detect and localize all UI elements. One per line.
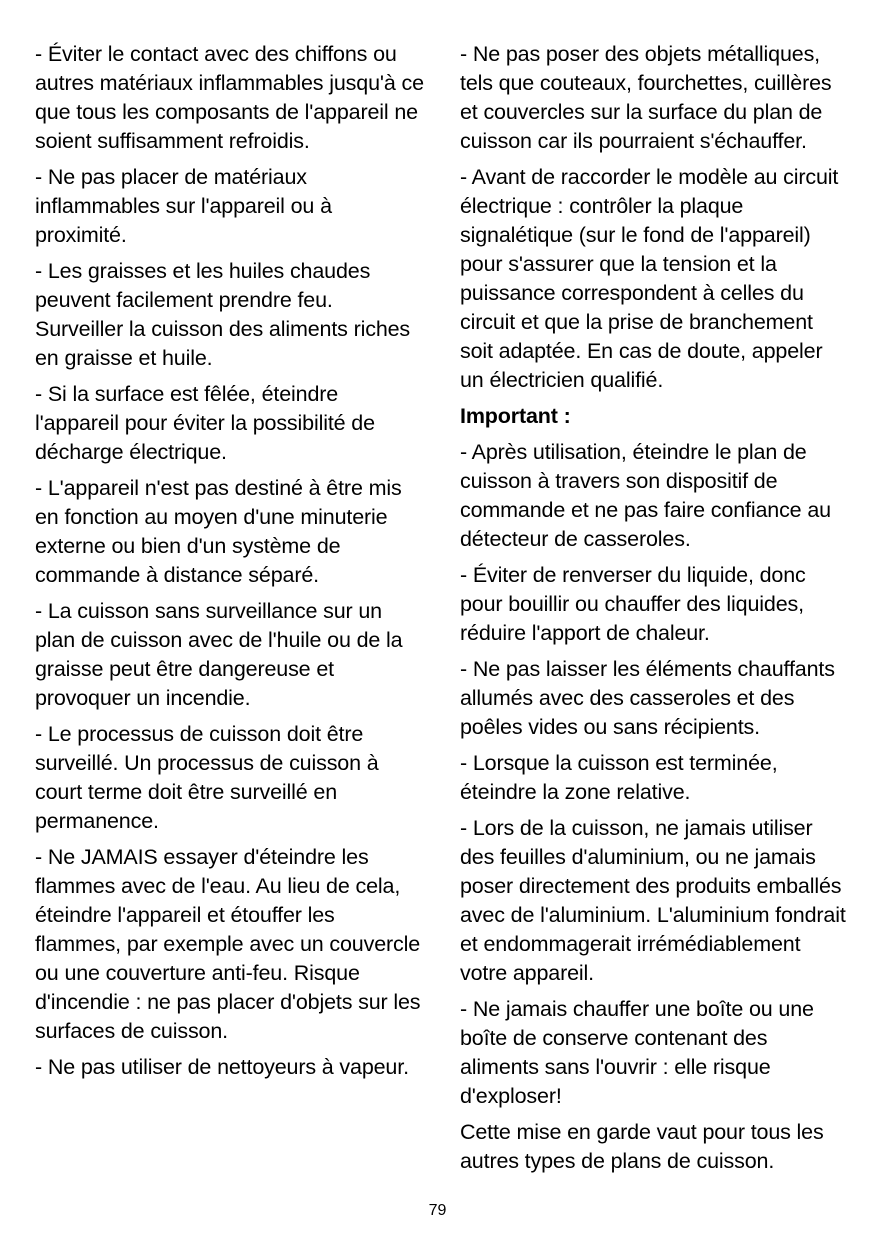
safety-paragraph (35, 1053, 427, 1082)
text-line: - Après utilisation, éteindre le plan de (460, 440, 807, 464)
text-line: permanence. (35, 809, 159, 833)
text-line: signalétique (sur le fond de l'appareil) (460, 223, 811, 247)
text-line: Cette mise en garde vaut pour tous les (460, 1120, 824, 1144)
text-line: éteindre l'appareil et étouffer les (35, 903, 335, 927)
text-line: ou une couverture anti-feu. Risque (35, 961, 360, 985)
text-line: cuisson à travers son dispositif de (460, 469, 778, 493)
text-line: décharge électrique. (35, 440, 227, 464)
text-line: pour bouillir ou chauffer des liquides, (460, 592, 804, 616)
text-line: en fonction au moyen d'une minuterie (35, 505, 388, 529)
warning-note-paragraph (460, 1118, 860, 1176)
text-line: soient suffisamment refroidis. (35, 129, 310, 153)
text-line: court terme doit être surveillé en (35, 780, 338, 804)
text-line: - Si la surface est fêlée, éteindre (35, 382, 339, 406)
safety-paragraph (460, 749, 860, 807)
text-line: tels que couteaux, fourchettes, cuillères (460, 71, 832, 95)
text-line: provoquer un incendie. (35, 686, 251, 710)
text-line: Surveiller la cuisson des aliments riches (35, 317, 411, 341)
text-line: en graisse et huile. (35, 346, 213, 370)
text-line: - Ne pas utiliser de nettoyeurs à vapeur. (35, 1055, 409, 1079)
text-line: d'incendie : ne pas placer d'objets sur les (35, 990, 421, 1014)
text-line: commande à distance séparé. (35, 563, 319, 587)
safety-paragraph (460, 40, 860, 156)
text-line: - Éviter le contact avec des chiffons ou (35, 42, 397, 66)
text-line: allumés avec des casseroles et des (460, 686, 795, 710)
text-line: commande et ne pas faire confiance au (460, 498, 831, 522)
right-column (460, 40, 860, 1183)
text-line: proximité. (35, 223, 127, 247)
text-line: externe ou bien d'un système de (35, 534, 341, 558)
text-line: réduire l'apport de chaleur. (460, 621, 710, 645)
text-line: éteindre la zone relative. (460, 780, 691, 804)
text-line: poser directement des produits emballés (460, 874, 842, 898)
text-line: cuisson car ils pourraient s'échauffer. (460, 129, 807, 153)
safety-paragraph (35, 474, 427, 590)
text-line: flammes, par exemple avec un couvercle (35, 932, 421, 956)
text-line: détecteur de casseroles. (460, 527, 691, 551)
text-line: - Ne pas placer de matériaux (35, 165, 307, 189)
text-line: inflammables sur l'appareil ou à (35, 194, 332, 218)
text-line: des feuilles d'aluminium, ou ne jamais (460, 845, 816, 869)
text-line: pour s'assurer que la tension et la (460, 252, 777, 276)
safety-paragraph (35, 40, 427, 156)
page-number: 79 (428, 1202, 447, 1219)
text-line: soit adaptée. En cas de doute, appeler (460, 339, 823, 363)
text-line: - Ne pas laisser les éléments chauffants (460, 657, 835, 681)
text-line: - Lors de la cuisson, ne jamais utiliser (460, 816, 813, 840)
text-line: l'appareil pour éviter la possibilité de (35, 411, 375, 435)
safety-paragraph (35, 380, 427, 467)
text-line: électrique : contrôler la plaque (460, 194, 744, 218)
text-line: un électricien qualifié. (460, 368, 664, 392)
safety-paragraph (460, 163, 860, 395)
text-line: votre appareil. (460, 961, 594, 985)
text-line: poêles vides ou sans récipients. (460, 715, 760, 739)
text-line: avec de l'aluminium. L'aluminium fondrait (460, 903, 846, 927)
text-line: flammes avec de l'eau. Au lieu de cela, (35, 874, 401, 898)
text-line: autres matériaux inflammables jusqu'à ce (35, 71, 424, 95)
text-line: surveillé. Un processus de cuisson à (35, 751, 379, 775)
text-line: - Éviter de renverser du liquide, donc (460, 563, 806, 587)
left-column (35, 40, 427, 1089)
text-line: que tous les composants de l'appareil ne (35, 100, 418, 124)
text-line: - Ne jamais chauffer une boîte ou une (460, 997, 814, 1021)
text-line: d'exploser! (460, 1084, 562, 1108)
text-line: - Ne pas poser des objets métalliques, (460, 42, 820, 66)
text-line: - Avant de raccorder le modèle au circuit (460, 165, 839, 189)
safety-paragraph (35, 843, 427, 1046)
text-line: autres types de plans de cuisson. (460, 1149, 775, 1173)
text-line: peuvent facilement prendre feu. (35, 288, 333, 312)
text-line: puissance correspondent à celles du (460, 281, 804, 305)
text-line: - Les graisses et les huiles chaudes (35, 259, 371, 283)
text-line: - Le processus de cuisson doit être (35, 722, 364, 746)
text-line: - L'appareil n'est pas destiné à être mis (35, 476, 402, 500)
text-line: circuit et que la prise de branchement (460, 310, 813, 334)
safety-paragraph (460, 655, 860, 742)
text-line: boîte de conserve contenant des (460, 1026, 768, 1050)
safety-paragraph (460, 814, 860, 988)
important-heading: Important : (460, 404, 571, 428)
text-line: et endommagerait irrémédiablement (460, 932, 801, 956)
text-line: - Ne JAMAIS essayer d'éteindre les (35, 845, 369, 869)
safety-paragraph (35, 720, 427, 836)
text-line: surfaces de cuisson. (35, 1019, 228, 1043)
safety-paragraph (35, 163, 427, 250)
text-line: - Lorsque la cuisson est terminée, (460, 751, 778, 775)
text-line: et couvercles sur la surface du plan de (460, 100, 823, 124)
safety-paragraph (35, 597, 427, 713)
safety-paragraph (460, 438, 860, 554)
text-line: graisse peut être dangereuse et (35, 657, 334, 681)
text-line: plan de cuisson avec de l'huile ou de la (35, 628, 403, 652)
safety-paragraph (35, 257, 427, 373)
safety-paragraph (460, 995, 860, 1111)
text-line: - La cuisson sans surveillance sur un (35, 599, 382, 623)
safety-paragraph (460, 561, 860, 648)
text-line: aliments sans l'ouvrir : elle risque (460, 1055, 771, 1079)
